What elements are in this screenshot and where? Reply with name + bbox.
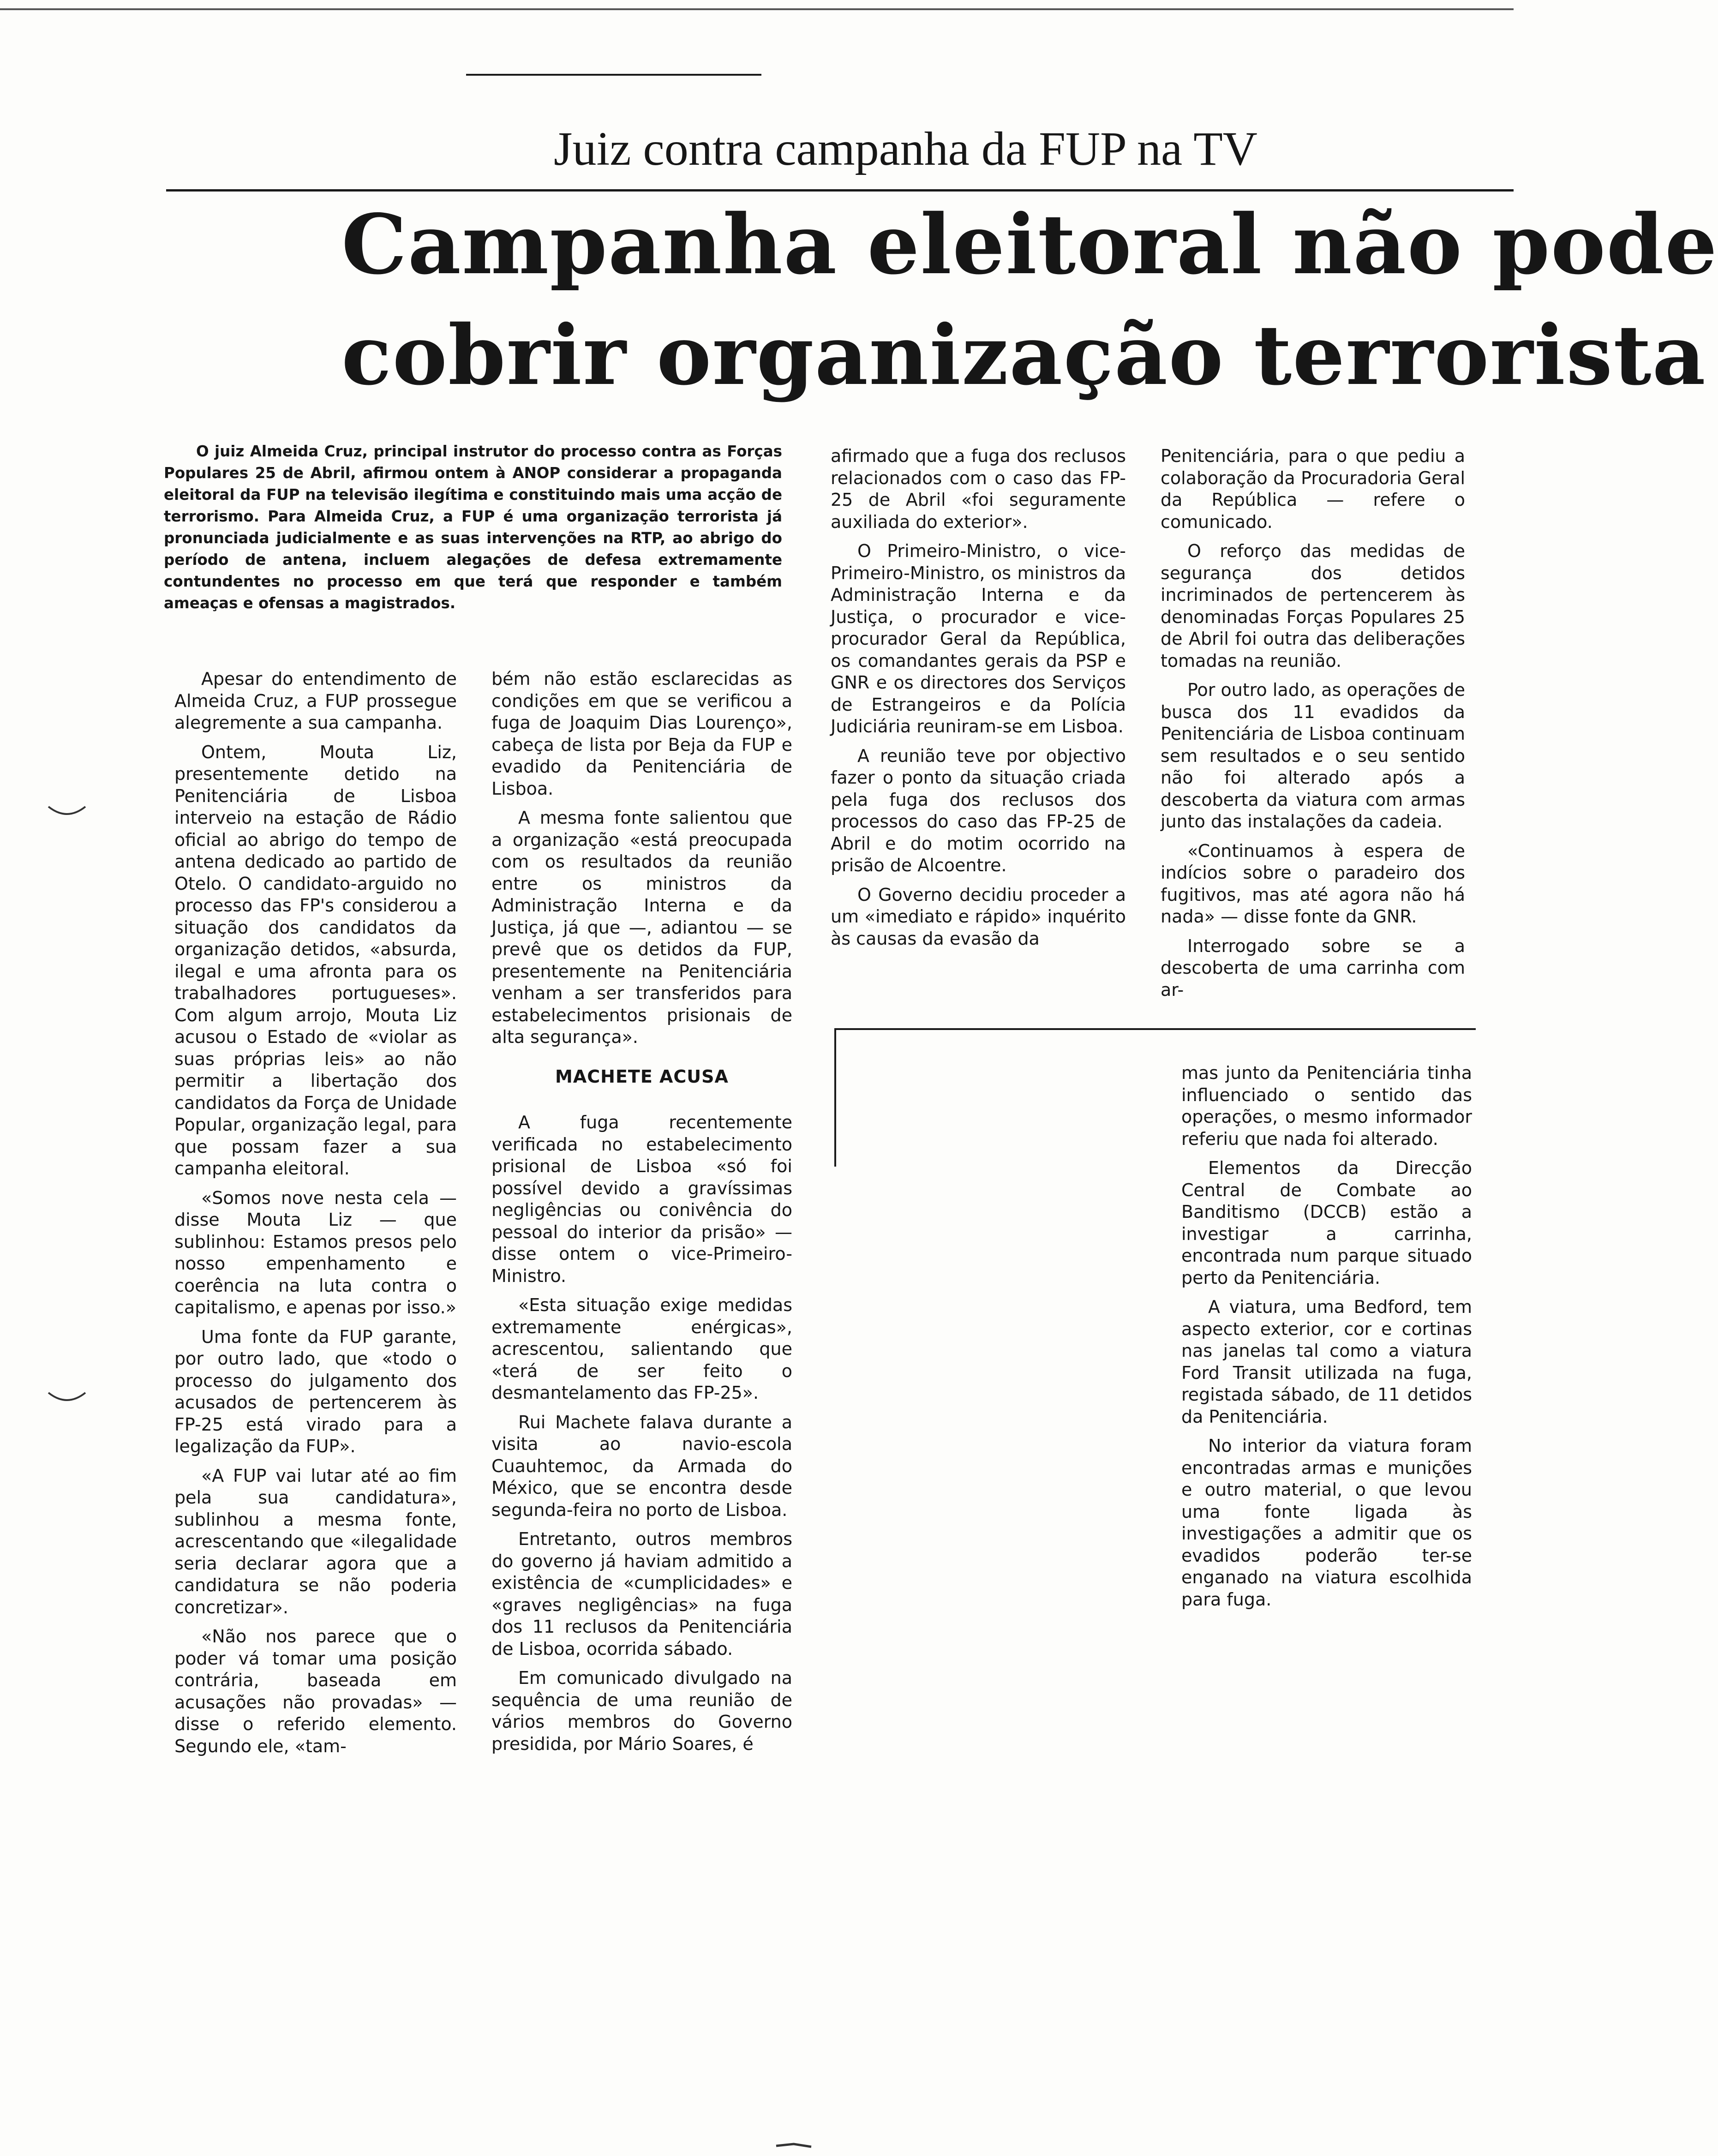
- col3-paragraph: afirmado que a fuga dos reclusos relacionados com o caso das FP-25 de Abril «foi seguramente auxiliada do exterior».: [831, 446, 1126, 532]
- col2-paragraph: Em comunicado divulgado na sequência de uma reunião de vários membros do Governo presidida, por Mário Soares, é: [491, 1668, 792, 1754]
- column-4-top: [1161, 445, 1465, 1008]
- column-1: [174, 668, 457, 1765]
- headline-top-rule: [166, 189, 1514, 192]
- col3-paragraph: O Primeiro-Ministro, o vice-Primeiro-Ministro, os ministros da Administração Interna e da Justiça, o procurador e vice-procurador Geral da República, os comandantes gerais da PSP e GNR e os directores dos Serviços de Estrangeiros e da Polícia Judiciária reuniram-se em Lisboa.: [831, 541, 1126, 737]
- col2-paragraph: Rui Machete falava durante a visita ao navio-escola Cuauhtemoc, da Armada do México, que se encontra desde segunda-feira no porto de Lisboa.: [491, 1412, 792, 1520]
- lead-paragraph: O juiz Almeida Cruz, principal instrutor do processo contra as Forças Populares 25 de Abril, afirmou ontem à ANOP considerar a propaganda eleitoral da FUP na televisão ilegítima e constituindo mais uma acção de terrorismo. Para Almeida Cruz, a FUP é uma organização terrorista já pronunciada judicialmente e as suas intervenções na RTP, ao abrigo do período de antena, incluem alegações de defesa extremamente contundentes no processo em que terá que responder e também ameaças e ofensas a magistrados.: [164, 443, 782, 612]
- col4-paragraph: mas junto da Penitenciária tinha influenciado o sentido das operações, o mesmo informador referiu que nada foi alterado.: [1181, 1063, 1472, 1149]
- box-left-rule: [834, 1028, 836, 1167]
- col1-paragraph: Apesar do entendimento de Almeida Cruz, a FUP prossegue alegremente a sua campanha.: [174, 669, 457, 733]
- col1-paragraph: «Somos nove nesta cela — disse Mouta Liz — que sublinhou: Estamos presos pelo nosso empenhamento e coerência na luta contra o capitalismo, e apenas por isso.»: [174, 1187, 457, 1318]
- column-4-bottom: [1181, 1062, 1472, 1618]
- subhead-machete-acusa: MACHETE ACUSA: [555, 1066, 729, 1087]
- scan-smudge: [775, 2141, 812, 2150]
- col4-paragraph: Interrogado sobre se a descoberta de uma carrinha com ar-: [1161, 935, 1465, 1000]
- col1-paragraph: Ontem, Mouta Liz, presentemente detido na Penitenciária de Lisboa interveio na estação de Rádio oficial ao abrigo do tempo de antena dedicado ao partido de Otelo. O candidato-arguido no processo das FP's considerou a situação dos candidatos da organização detidos, «absurda, ilegal e uma afronta para os trabalhadores portugueses». Com algum arrojo, Mouta Liz acusou o Estado de «violar as suas próprias leis» ao não permitir a libertação dos candidatos da Força de Unidade Popular, organização legal, para que possam fazer a sua campanha eleitoral.: [174, 742, 457, 1179]
- col1-paragraph: «Não nos parece que o poder vá tomar uma posição contrária, baseada em acusações não provadas» — disse o referido elemento. Segundo ele, «tam-: [174, 1626, 457, 1756]
- col4-paragraph: A viatura, uma Bedford, tem aspecto exterior, cor e cortinas nas janelas tal como a viatura Ford Transit utilizada na fuga, registada sábado, de 11 detidos da Penitenciária.: [1181, 1297, 1472, 1427]
- col4-paragraph: No interior da viatura foram encontradas armas e munições e outro material, o que levou uma fonte ligada às investigações a admitir que os evadidos poderão ter-se enganado na viatura escolhida para fuga.: [1181, 1436, 1472, 1610]
- box-top-rule: [834, 1028, 1476, 1030]
- col2-paragraph: «Esta situação exige medidas extremamente enérgicas», acrescentou, salientando que «terá de ser feito o desmantelamento das FP-25».: [491, 1295, 792, 1403]
- col4-paragraph: Por outro lado, as operações de busca dos 11 evadidos da Penitenciária de Lisboa continuam sem resultados e o seu sentido não foi alterado após a descoberta da viatura com armas junto das instalações da cadeia.: [1161, 680, 1465, 832]
- headline-line-2: cobrir organização terrorista: [341, 307, 1706, 403]
- kicker-top-rule: [466, 74, 761, 76]
- col2-paragraph: bém não estão esclarecidas as condições em que se verificou a fuga de Joaquim Dias Lourenço», cabeça de lista por Beja da FUP e evadido da Penitenciária de Lisboa.: [491, 669, 792, 799]
- binder-hole-mark: [46, 1389, 88, 1407]
- col3-paragraph: A reunião teve por objectivo fazer o ponto da situação criada pela fuga dos reclusos dos processos do caso das FP-25 de Abril e do motim ocorrido na prisão de Alcoentre.: [831, 745, 1126, 875]
- col3-paragraph: O Governo decidiu proceder a um «imediato e rápido» inquérito às causas da evasão da: [831, 884, 1126, 949]
- col2-paragraph: A fuga recentemente verificada no estabelecimento prisional de Lisboa «só foi possível devido a gravíssimas negligências ou conivência do pessoal do interior da prisão» — disse ontem o vice-Primeiro-Ministro.: [491, 1112, 792, 1286]
- col1-paragraph: «A FUP vai lutar até ao fim pela sua candidatura», sublinhou a mesma fonte, acrescentando que «ilegalidade seria declarar agora que a candidatura se não poderia concretizar».: [174, 1465, 457, 1617]
- col4-paragraph: Elementos da Direcção Central de Combate ao Banditismo (DCCB) estão a investigar a carrinha, encontrada num parque situado perto da Penitenciária.: [1181, 1158, 1472, 1288]
- column-3: [831, 445, 1126, 957]
- binder-hole-mark: [46, 803, 88, 821]
- headline-line-1: Campanha eleitoral não pode: [341, 196, 1718, 293]
- col2-paragraph: Entretanto, outros membros do governo já haviam admitido a existência de «cumplicidades» e «graves negligências» na fuga dos 11 reclusos da Penitenciária de Lisboa, ocorrida sábado.: [491, 1529, 792, 1659]
- kicker: Juiz contra campanha da FUP na TV: [554, 122, 1257, 175]
- col4-paragraph: O reforço das medidas de segurança dos detidos incriminados de pertencerem às denominadas Forças Populares 25 de Abril foi outra das deliberações tomadas na reunião.: [1161, 541, 1465, 671]
- scan-top-border: [0, 8, 1514, 10]
- col4-paragraph: Penitenciária, para o que pediu a colaboração da Procuradoria Geral da República — refere o comunicado.: [1161, 446, 1465, 532]
- col4-paragraph: «Continuamos à espera de indícios sobre o paradeiro dos fugitivos, mas até agora não há nada» — disse fonte da GNR.: [1161, 840, 1465, 927]
- column-2: [491, 668, 792, 1762]
- col1-paragraph: Uma fonte da FUP garante, por outro lado, que «todo o processo do julgamento dos acusados de pertencerem às FP-25 está virado para a legalização da FUP».: [174, 1326, 457, 1456]
- col2-paragraph: A mesma fonte salientou que a organização «está preocupada com os resultados da reunião entre os ministros da Administração Interna e da Justiça, já que —, adiantou — se prevê que os detidos da FUP, presentemente na Penitenciária venham a ser transferidos para estabelecimentos prisionais de alta segurança».: [491, 808, 792, 1047]
